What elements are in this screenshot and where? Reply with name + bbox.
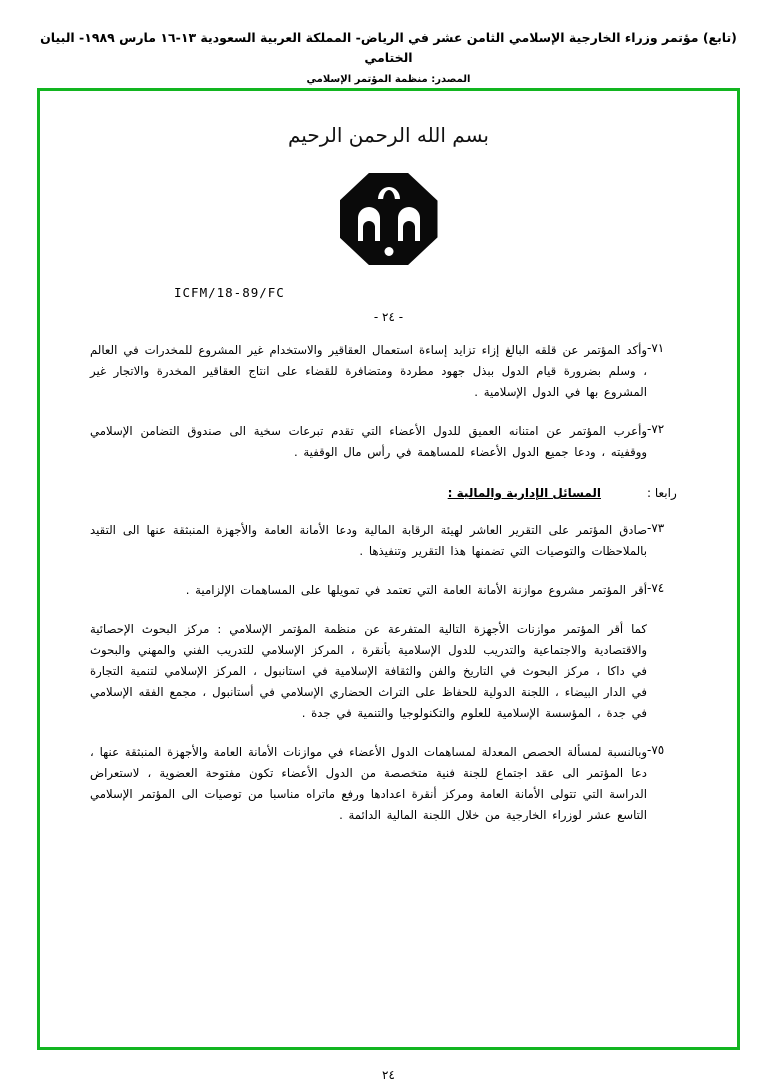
paragraph-text: وأكد المؤتمر عن قلقه البالغ إزاء تزايد إساءة استعمال العقاقير والاستخدام غير المشروع للمخدرات في العالم ، وسلم بضرورة قيام الدول ببذل جهود مطردة ومتضافرة للقضاء على انتاج العقاقير المخدرة والاتجار غير المشروع بها في الدول الإسلامية . — [90, 343, 647, 399]
document-reference: ICFM/18-89/FC — [174, 285, 285, 300]
basmala-text: بسم الله الرحمن الرحيم — [287, 123, 489, 147]
crescent-icon — [378, 187, 400, 199]
document-source: المصدر: منظمة المؤتمر الإسلامي — [306, 74, 471, 85]
paragraph-text: صادق المؤتمر على التقرير العاشر لهيئة الرقابة المالية ودعا الأمانة العامة والأجهزة المنبثقة عنها الى التقيد بالملاحظات والتوصيات التي تضمنها هذا التقرير وتنفيذها . — [90, 523, 647, 558]
paragraph — [86, 421, 691, 463]
paragraph-continuation — [86, 619, 691, 724]
paragraph-text: وأعرب المؤتمر عن امتنانه العميق للدول الأعضاء التي تقدم تبرعات سخية الى صندوق التضامن الإسلامي ووقفيته ، ودعا جميع الدول الأعضاء للمساهمة في رأس مال الوقفية . — [90, 424, 647, 459]
page-number-bottom: ٢٤ — [382, 1068, 395, 1082]
paragraph — [86, 520, 691, 562]
paragraph-text: وبالنسبة لمسألة الحصص المعدلة لمساهمات الدول الأعضاء في موازنات الأمانة العامة والأجهزة المنبثقة عنها ، دعا المؤتمر الى عقد اجتماع للجنة فنية متخصصة من الدول الأعضاء تكون مفتوحة العضوية ، لاستعراض الدراسة التي تتولى الأمانة العامة ومركز أنقرة اعدادها ورفع ماتراه مناسبا من توصيات الى المؤتمر الإسلامي التاسع عشر لوزراء الخارجية من خلال اللجنة المالية الدائمة . — [90, 745, 647, 822]
paragraph — [86, 340, 691, 403]
section-title: المسائل الإدارية والمالية : — [447, 486, 601, 500]
arch-right-icon — [398, 207, 420, 241]
paragraph — [86, 580, 691, 601]
emblem-dot-icon — [384, 247, 393, 256]
paragraph-text: كما أقر المؤتمر موازنات الأجهزة التالية المتفرعة عن منظمة المؤتمر الإسلامي : مركز البحوث الإحصائية والاقتصادية والاجتماعية والتدريب للدول الإسلامية بأنقرة ، المركز الإسلامي للتدريب الفني والمهني والبحوث في داكا ، مركز البحوث في التاريخ والفن والثقافة الإسلامية في استانبول ، المركز الإسلامي لتنمية التجارة في الدار البيضاء ، اللجنة الدولية للحفاظ على التراث الحضاري الإسلامي في أستانبول ، مجمع الفقه الإسلامي في جدة ، المؤسسة الإسلامية للعلوم والتكنولوجيا والتنمية في جدة . — [90, 622, 647, 720]
paragraph-number: ٧٢- — [647, 422, 665, 436]
paragraph-number: ٧٤- — [647, 581, 665, 595]
document-title: (تابع) مؤتمر وزراء الخارجية الإسلامي الثامن عشر في الرياض- المملكة العربية السعودية ١٣-١٦ مارس ١٩٨٩- البيان الختامي — [40, 30, 737, 65]
document-header — [0, 28, 777, 85]
section-heading — [86, 485, 691, 500]
paragraph-number: ٧٥- — [647, 743, 665, 757]
paragraph — [86, 742, 691, 826]
page-content — [40, 91, 737, 1047]
oic-emblem-icon — [340, 173, 438, 265]
paragraph-number: ٧٣- — [647, 521, 665, 535]
page-number-top: - ٢٤ - — [373, 310, 404, 324]
arch-left-icon — [358, 207, 380, 241]
paragraph-text: أقر المؤتمر مشروع موازنة الأمانة العامة التي تعتمد في تمويلها على المساهمات الإلزامية . — [185, 583, 647, 597]
section-label: رابعا : — [647, 486, 677, 500]
document-body — [86, 340, 691, 826]
organization-emblem — [86, 173, 691, 265]
scanned-page-frame — [37, 88, 740, 1050]
paragraph-number: ٧١- — [647, 341, 665, 355]
